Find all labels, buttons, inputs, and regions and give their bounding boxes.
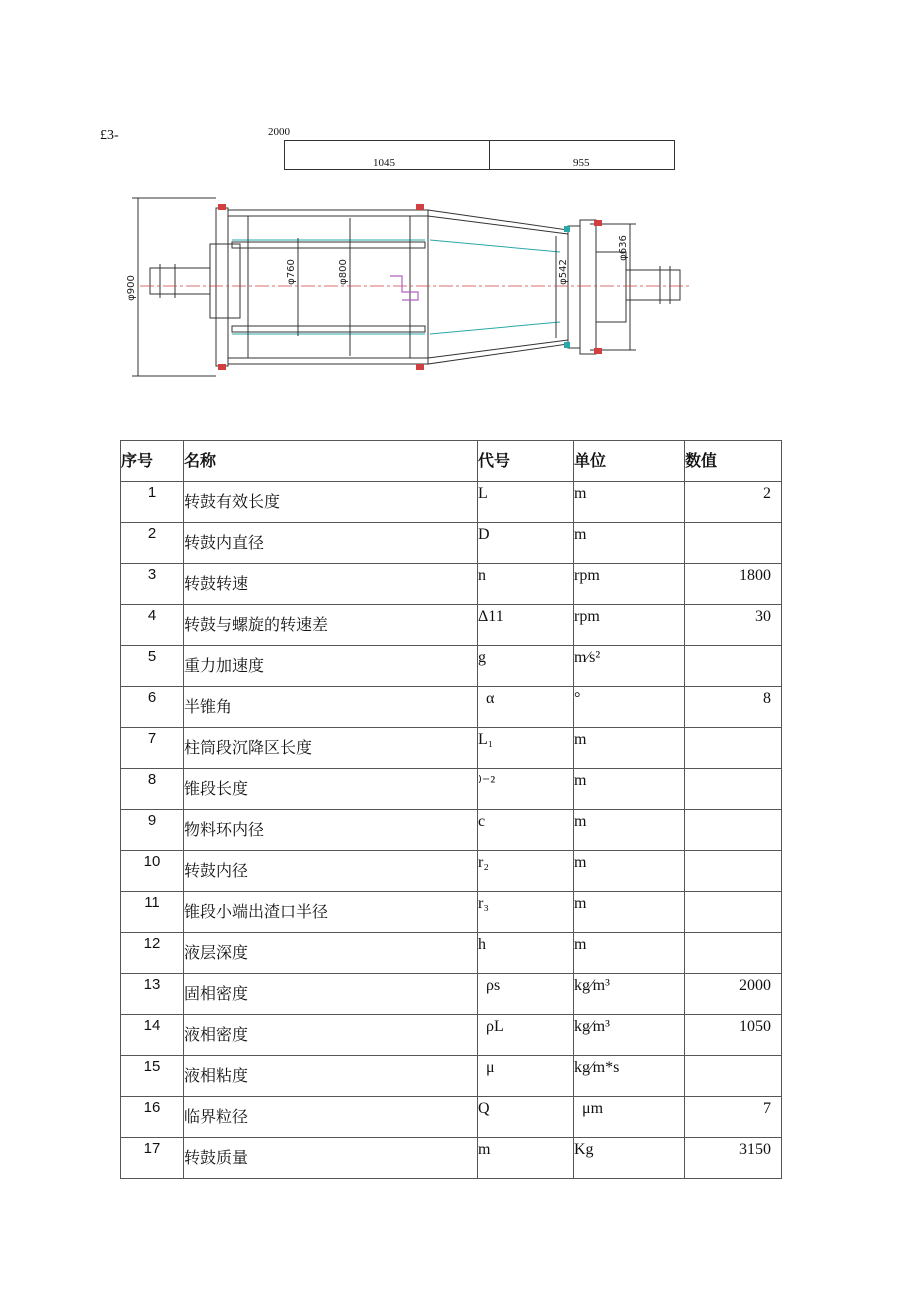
row-code: L (478, 485, 488, 502)
row-name-cell (184, 892, 478, 933)
table-row (121, 1056, 782, 1097)
row-code-cell (478, 933, 574, 974)
row-name: 转鼓与螺旋的转速差 (184, 615, 329, 634)
row-number-cell (121, 728, 184, 769)
centrifuge-drum-drawing (120, 180, 700, 400)
diameter-760-label: φ760 (286, 259, 297, 285)
row-number: 6 (147, 689, 157, 706)
row-value: 1050 (739, 1018, 771, 1035)
row-value: 2000 (739, 977, 771, 994)
row-number-cell (121, 482, 184, 523)
dimension-divider (489, 141, 490, 169)
row-code: h (478, 936, 486, 953)
row-unit-cell (574, 482, 685, 523)
row-code: μ (478, 1059, 495, 1076)
row-value (685, 728, 781, 731)
row-code-cell (478, 564, 574, 605)
row-code-cell (478, 892, 574, 933)
row-number-cell (121, 1138, 184, 1179)
row-value-cell (685, 933, 782, 974)
row-unit-cell (574, 933, 685, 974)
row-name: 转鼓内径 (184, 861, 249, 880)
row-value-cell (685, 482, 782, 523)
row-name-cell (184, 646, 478, 687)
row-number: 4 (147, 607, 157, 624)
row-value (685, 933, 781, 936)
header-cell: 序号 (121, 441, 184, 482)
row-value-cell (685, 1097, 782, 1138)
row-code: g (478, 649, 486, 666)
table-row (121, 646, 782, 687)
header-cell: 名称 (184, 441, 478, 482)
row-unit: m (574, 731, 587, 748)
dimension-box (284, 140, 675, 170)
row-unit-cell (574, 646, 685, 687)
table-row (121, 1015, 782, 1056)
row-name: 锥段长度 (184, 779, 249, 798)
row-unit-cell (574, 769, 685, 810)
row-number: 8 (147, 771, 157, 788)
row-value: 1800 (739, 567, 771, 584)
table-row (121, 605, 782, 646)
row-number-cell (121, 892, 184, 933)
row-name: 物料环内径 (184, 820, 265, 839)
row-value-cell (685, 769, 782, 810)
row-unit: μm (574, 1100, 604, 1117)
row-name: 液层深度 (184, 943, 249, 962)
row-code: r₂ (478, 854, 489, 871)
row-number: 11 (144, 894, 160, 911)
row-unit-cell (574, 564, 685, 605)
row-unit-cell (574, 892, 685, 933)
row-code-cell (478, 605, 574, 646)
row-code: ρL (478, 1018, 504, 1035)
row-number-cell (121, 810, 184, 851)
row-unit: rpm (574, 567, 600, 584)
row-name-cell (184, 1015, 478, 1056)
left-shaft (150, 268, 210, 294)
row-unit-cell (574, 851, 685, 892)
row-unit: ° (574, 690, 581, 707)
row-unit: kg∕m³ (574, 1018, 610, 1035)
row-name-cell (184, 974, 478, 1015)
row-unit-cell (574, 1056, 685, 1097)
row-value: 7 (763, 1100, 771, 1117)
row-code: ρs (478, 977, 501, 994)
row-code: D (478, 526, 490, 543)
row-number: 3 (147, 566, 157, 583)
row-value-cell (685, 687, 782, 728)
row-code: L₁ (478, 731, 494, 748)
table-row (121, 933, 782, 974)
row-code: α (478, 690, 495, 707)
row-code: c (478, 813, 486, 830)
row-unit: m∕s² (574, 649, 601, 666)
row-number: 5 (147, 648, 157, 665)
row-unit: m (574, 526, 587, 543)
row-value-cell (685, 1138, 782, 1179)
parameter-table (120, 440, 782, 1179)
right-shaft (626, 270, 680, 300)
table-row (121, 564, 782, 605)
row-code-cell (478, 728, 574, 769)
row-number-cell (121, 523, 184, 564)
row-number-cell (121, 1056, 184, 1097)
row-value-cell (685, 810, 782, 851)
cylindrical-drum (228, 210, 428, 364)
row-name: 锥段小端出渣口半径 (184, 902, 329, 921)
diameter-800-label: φ800 (338, 259, 349, 285)
row-code: n (478, 567, 486, 584)
row-name-cell (184, 605, 478, 646)
row-name: 液相密度 (184, 1025, 249, 1044)
table-row (121, 769, 782, 810)
row-value-cell (685, 605, 782, 646)
row-number-cell (121, 933, 184, 974)
row-number: 13 (143, 976, 161, 993)
row-unit: m (574, 485, 587, 502)
row-number-cell (121, 851, 184, 892)
row-value (685, 523, 781, 526)
table-row (121, 974, 782, 1015)
row-unit: kg∕m³ (574, 977, 610, 994)
table-row (121, 728, 782, 769)
row-unit-cell (574, 1015, 685, 1056)
row-value-cell (685, 523, 782, 564)
header-cell: 代号 (478, 441, 574, 482)
table-header-row (121, 441, 782, 482)
header-cell: 数值 (685, 441, 782, 482)
row-value-cell (685, 851, 782, 892)
row-code: ⁾⁻² (478, 774, 496, 791)
row-unit-cell (574, 810, 685, 851)
row-unit: m (574, 772, 587, 789)
row-name-cell (184, 1056, 478, 1097)
diameter-542-label: φ542 (558, 259, 569, 285)
row-unit: m (574, 936, 587, 953)
row-value: 30 (755, 608, 771, 625)
row-value-cell (685, 728, 782, 769)
row-number-cell (121, 605, 184, 646)
row-unit-cell (574, 1138, 685, 1179)
row-number: 7 (147, 730, 157, 747)
row-unit-cell (574, 605, 685, 646)
segment-length-left: 1045 (373, 157, 395, 169)
row-value-cell (685, 892, 782, 933)
segment-length-right: 955 (573, 157, 590, 169)
table-row (121, 523, 782, 564)
row-code-cell (478, 974, 574, 1015)
row-name-cell (184, 564, 478, 605)
row-name-cell (184, 851, 478, 892)
row-name-cell (184, 769, 478, 810)
row-name-cell (184, 687, 478, 728)
row-unit: rpm (574, 608, 600, 625)
row-number: 16 (143, 1099, 161, 1116)
row-unit: kg∕m*s (574, 1059, 620, 1076)
row-number: 2 (147, 525, 157, 542)
row-code-cell (478, 1097, 574, 1138)
row-unit-cell (574, 728, 685, 769)
row-number: 10 (143, 853, 161, 870)
row-code-cell (478, 646, 574, 687)
row-name: 柱筒段沉降区长度 (184, 738, 313, 757)
row-number: 17 (143, 1140, 161, 1157)
row-name-cell (184, 810, 478, 851)
row-name: 临界粒径 (184, 1107, 249, 1126)
row-number-cell (121, 769, 184, 810)
row-code-cell (478, 1056, 574, 1097)
row-value (685, 810, 781, 813)
row-number: 9 (147, 812, 157, 829)
row-value-cell (685, 1015, 782, 1056)
row-code: Q (478, 1100, 490, 1117)
row-code-cell (478, 810, 574, 851)
row-value (685, 646, 781, 649)
row-number: 12 (143, 935, 161, 952)
row-unit: Kg (574, 1141, 594, 1158)
row-value-cell (685, 646, 782, 687)
row-value-cell (685, 564, 782, 605)
row-code-cell (478, 1015, 574, 1056)
row-unit: m (574, 854, 587, 871)
row-value-cell (685, 974, 782, 1015)
table-row (121, 892, 782, 933)
header-cell: 单位 (574, 441, 685, 482)
total-length-label: 2000 (268, 126, 290, 138)
row-unit: m (574, 895, 587, 912)
row-name: 转鼓有效长度 (184, 492, 281, 511)
table-row (121, 851, 782, 892)
row-value (685, 851, 781, 854)
row-code: Δ11 (478, 608, 504, 625)
row-value (685, 769, 781, 772)
table-row (121, 482, 782, 523)
table-row (121, 810, 782, 851)
row-code-cell (478, 769, 574, 810)
diameter-636-label: φ636 (618, 235, 629, 261)
figure-label: £3- (100, 128, 119, 143)
row-name-cell (184, 933, 478, 974)
row-unit-cell (574, 687, 685, 728)
row-code-cell (478, 687, 574, 728)
row-value: 8 (763, 690, 771, 707)
row-value: 2 (763, 485, 771, 502)
row-unit-cell (574, 974, 685, 1015)
row-name-cell (184, 1097, 478, 1138)
row-value-cell (685, 1056, 782, 1097)
row-name: 重力加速度 (184, 656, 265, 675)
row-name: 转鼓内直径 (184, 533, 265, 552)
row-code-cell (478, 482, 574, 523)
row-number-cell (121, 564, 184, 605)
row-value (685, 892, 781, 895)
row-number-cell (121, 1015, 184, 1056)
row-value (685, 1056, 781, 1059)
row-name-cell (184, 523, 478, 564)
row-value: 3150 (739, 1141, 771, 1158)
row-name: 液相粘度 (184, 1066, 249, 1085)
row-code: r₃ (478, 895, 489, 912)
row-code-cell (478, 851, 574, 892)
table-row (121, 1138, 782, 1179)
table-row (121, 687, 782, 728)
row-number-cell (121, 1097, 184, 1138)
table-row (121, 1097, 782, 1138)
row-number-cell (121, 646, 184, 687)
row-unit: m (574, 813, 587, 830)
row-unit-cell (574, 1097, 685, 1138)
row-unit-cell (574, 523, 685, 564)
row-name-cell (184, 482, 478, 523)
diameter-900-label: φ900 (126, 275, 137, 301)
row-name-cell (184, 728, 478, 769)
row-name: 转鼓质量 (184, 1148, 249, 1167)
row-name-cell (184, 1138, 478, 1179)
row-number: 15 (143, 1058, 161, 1075)
row-number: 1 (147, 484, 157, 501)
row-number-cell (121, 687, 184, 728)
conical-section (428, 210, 568, 364)
row-code-cell (478, 523, 574, 564)
row-name: 固相密度 (184, 984, 249, 1003)
row-name: 半锥角 (184, 697, 233, 716)
row-name: 转鼓转速 (184, 574, 249, 593)
row-number-cell (121, 974, 184, 1015)
row-code-cell (478, 1138, 574, 1179)
row-number: 14 (143, 1017, 161, 1034)
row-code: m (478, 1141, 491, 1158)
